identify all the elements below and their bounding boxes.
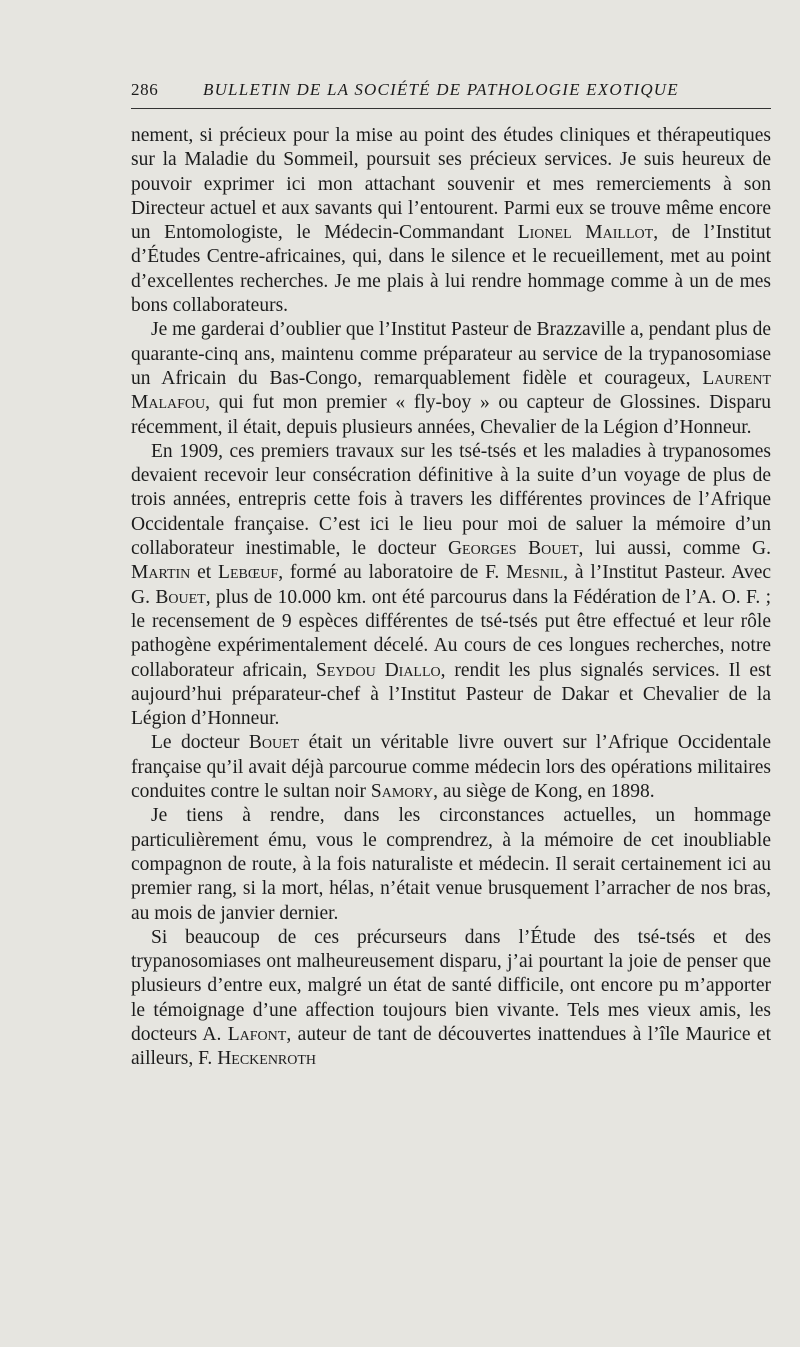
paragraph — [131, 731, 771, 804]
text-run: , rendit les plus signalés services. Il est aujourd’hui préparateur-chef à l’Institut Pasteur de Dakar et Chevalier de la Légion d’Honneur. — [131, 659, 771, 730]
text-run: Je tiens à rendre, dans les circonstances actuelles, un hommage particulièrement ému, vous le comprendrez, à la mémoire de cet inoubliable compagnon de route, à la fois naturaliste et médecin. Il serait certainement ici au premier rang, si la mort, hélas, n’était venue brusquement l’arracher de nos bras, au mois de janvier dernier. — [131, 805, 771, 924]
proper-name: Samory — [370, 781, 434, 803]
paragraph — [131, 926, 771, 1072]
text-run: Je me garderai d’oublier que l’Institut Pasteur de Brazzaville a, pendant plus de quarante-cinq ans, maintenu comme préparateur au service de la trypanosomiase un Africain du Bas-Congo, remarquablement fidèle et courageux, — [131, 319, 771, 389]
page-header — [131, 76, 771, 104]
text-run: , plus de 10.000 km. ont été parcourus dans la Fédération de l’A. O. F. ; le recensement de 9 espèces différentes de tsé-tsés put être effectué et leur rôle pathogène expérimentalement décelé. Au cours de ces longues recherches, notre collaborateur africain, — [131, 586, 772, 681]
running-title: BULLETIN DE LA SOCIÉTÉ DE PATHOLOGIE EXOTIQUE — [203, 80, 679, 99]
proper-name: Bouet — [248, 732, 300, 754]
proper-name: Lafont — [227, 1023, 287, 1045]
text-run: était un véritable livre ouvert sur l’Afrique Occidentale française qu’il avait déjà parcourue comme médecin lors des opérations militaires conduites contre le sultan noir — [131, 732, 771, 803]
page-number: 286 — [131, 80, 159, 99]
paragraph — [131, 804, 771, 925]
text-run: , qui fut mon premier « fly-boy » ou capteur de Glossines. Disparu récemment, il était, depuis plusieurs années, Chevalier de la Légion d’Honneur. — [131, 392, 771, 438]
text-run: , à l’Institut Pasteur. Avec G. — [131, 562, 772, 608]
proper-name: Lebœuf — [218, 562, 279, 584]
text-run: nement, si précieux pour la mise au point des études cliniques et thérapeutiques sur la Maladie du Sommeil, poursuit ses précieux services. Je suis heureux de pouvoir exprimer ici mon attachant souvenir et mes remerciements à son Directeur actuel et aux savants qui l’entourent. Parmi eux se trouve même encore un Entomologiste, le Médecin-Commandant — [131, 125, 771, 244]
text-run: , de l’Institut d’Études Centre-africaines, qui, dans le silence et le recueillement, met au point d’excellentes recherches. Je me plais à lui rendre hommage comme à un de mes bons collaborateurs. — [131, 222, 771, 317]
header-rule — [131, 108, 771, 109]
text-run: , auteur de tant de découvertes inattendues à l’île Maurice et ailleurs, F. — [131, 1023, 771, 1070]
text-run: Si beaucoup de ces précurseurs dans l’Étude des tsé-tsés et des trypanosomiases ont malheureusement disparu, j’ai pourtant la joie de penser que plusieurs d’entre eux, malgré un état de santé difficile, ont encore pu m’apporter le témoignage d’une affection toujours bien vivante. Tels mes vieux amis, les docteurs A. — [131, 926, 771, 1045]
text-run: Le docteur — [151, 732, 249, 754]
text-run: , au siège de Kong, en 1898. — [433, 781, 655, 803]
proper-name: Lionel Maillot — [517, 222, 654, 244]
proper-name: Laurent Malafou — [131, 367, 771, 414]
proper-name: Georges Bouet — [447, 538, 579, 560]
paragraph — [131, 124, 771, 318]
text-run: , formé au laboratoire de F. — [278, 562, 507, 584]
proper-name: Heckenroth — [217, 1048, 317, 1070]
proper-name: Mesnil — [506, 562, 564, 584]
paragraph — [131, 440, 771, 732]
proper-name: Martin — [131, 562, 191, 584]
proper-name: Seydou Diallo — [315, 659, 441, 681]
body-text — [131, 124, 771, 1072]
text-run: et — [190, 562, 219, 584]
text-run: En 1909, ces premiers travaux sur les tsé-tsés et les maladies à trypanosomes devaient recevoir leur consécration définitive à la suite d’un voyage de plus de trois années, entrepris cette fois à travers les différentes provinces de l’Afrique Occidentale française. C’est ici le lieu pour moi de saluer la mémoire d’un collaborateur inestimable, le docteur — [131, 440, 771, 560]
paragraph — [131, 318, 771, 439]
text-run: , lui aussi, comme G. — [578, 538, 771, 560]
proper-name: Bouet — [155, 586, 206, 608]
